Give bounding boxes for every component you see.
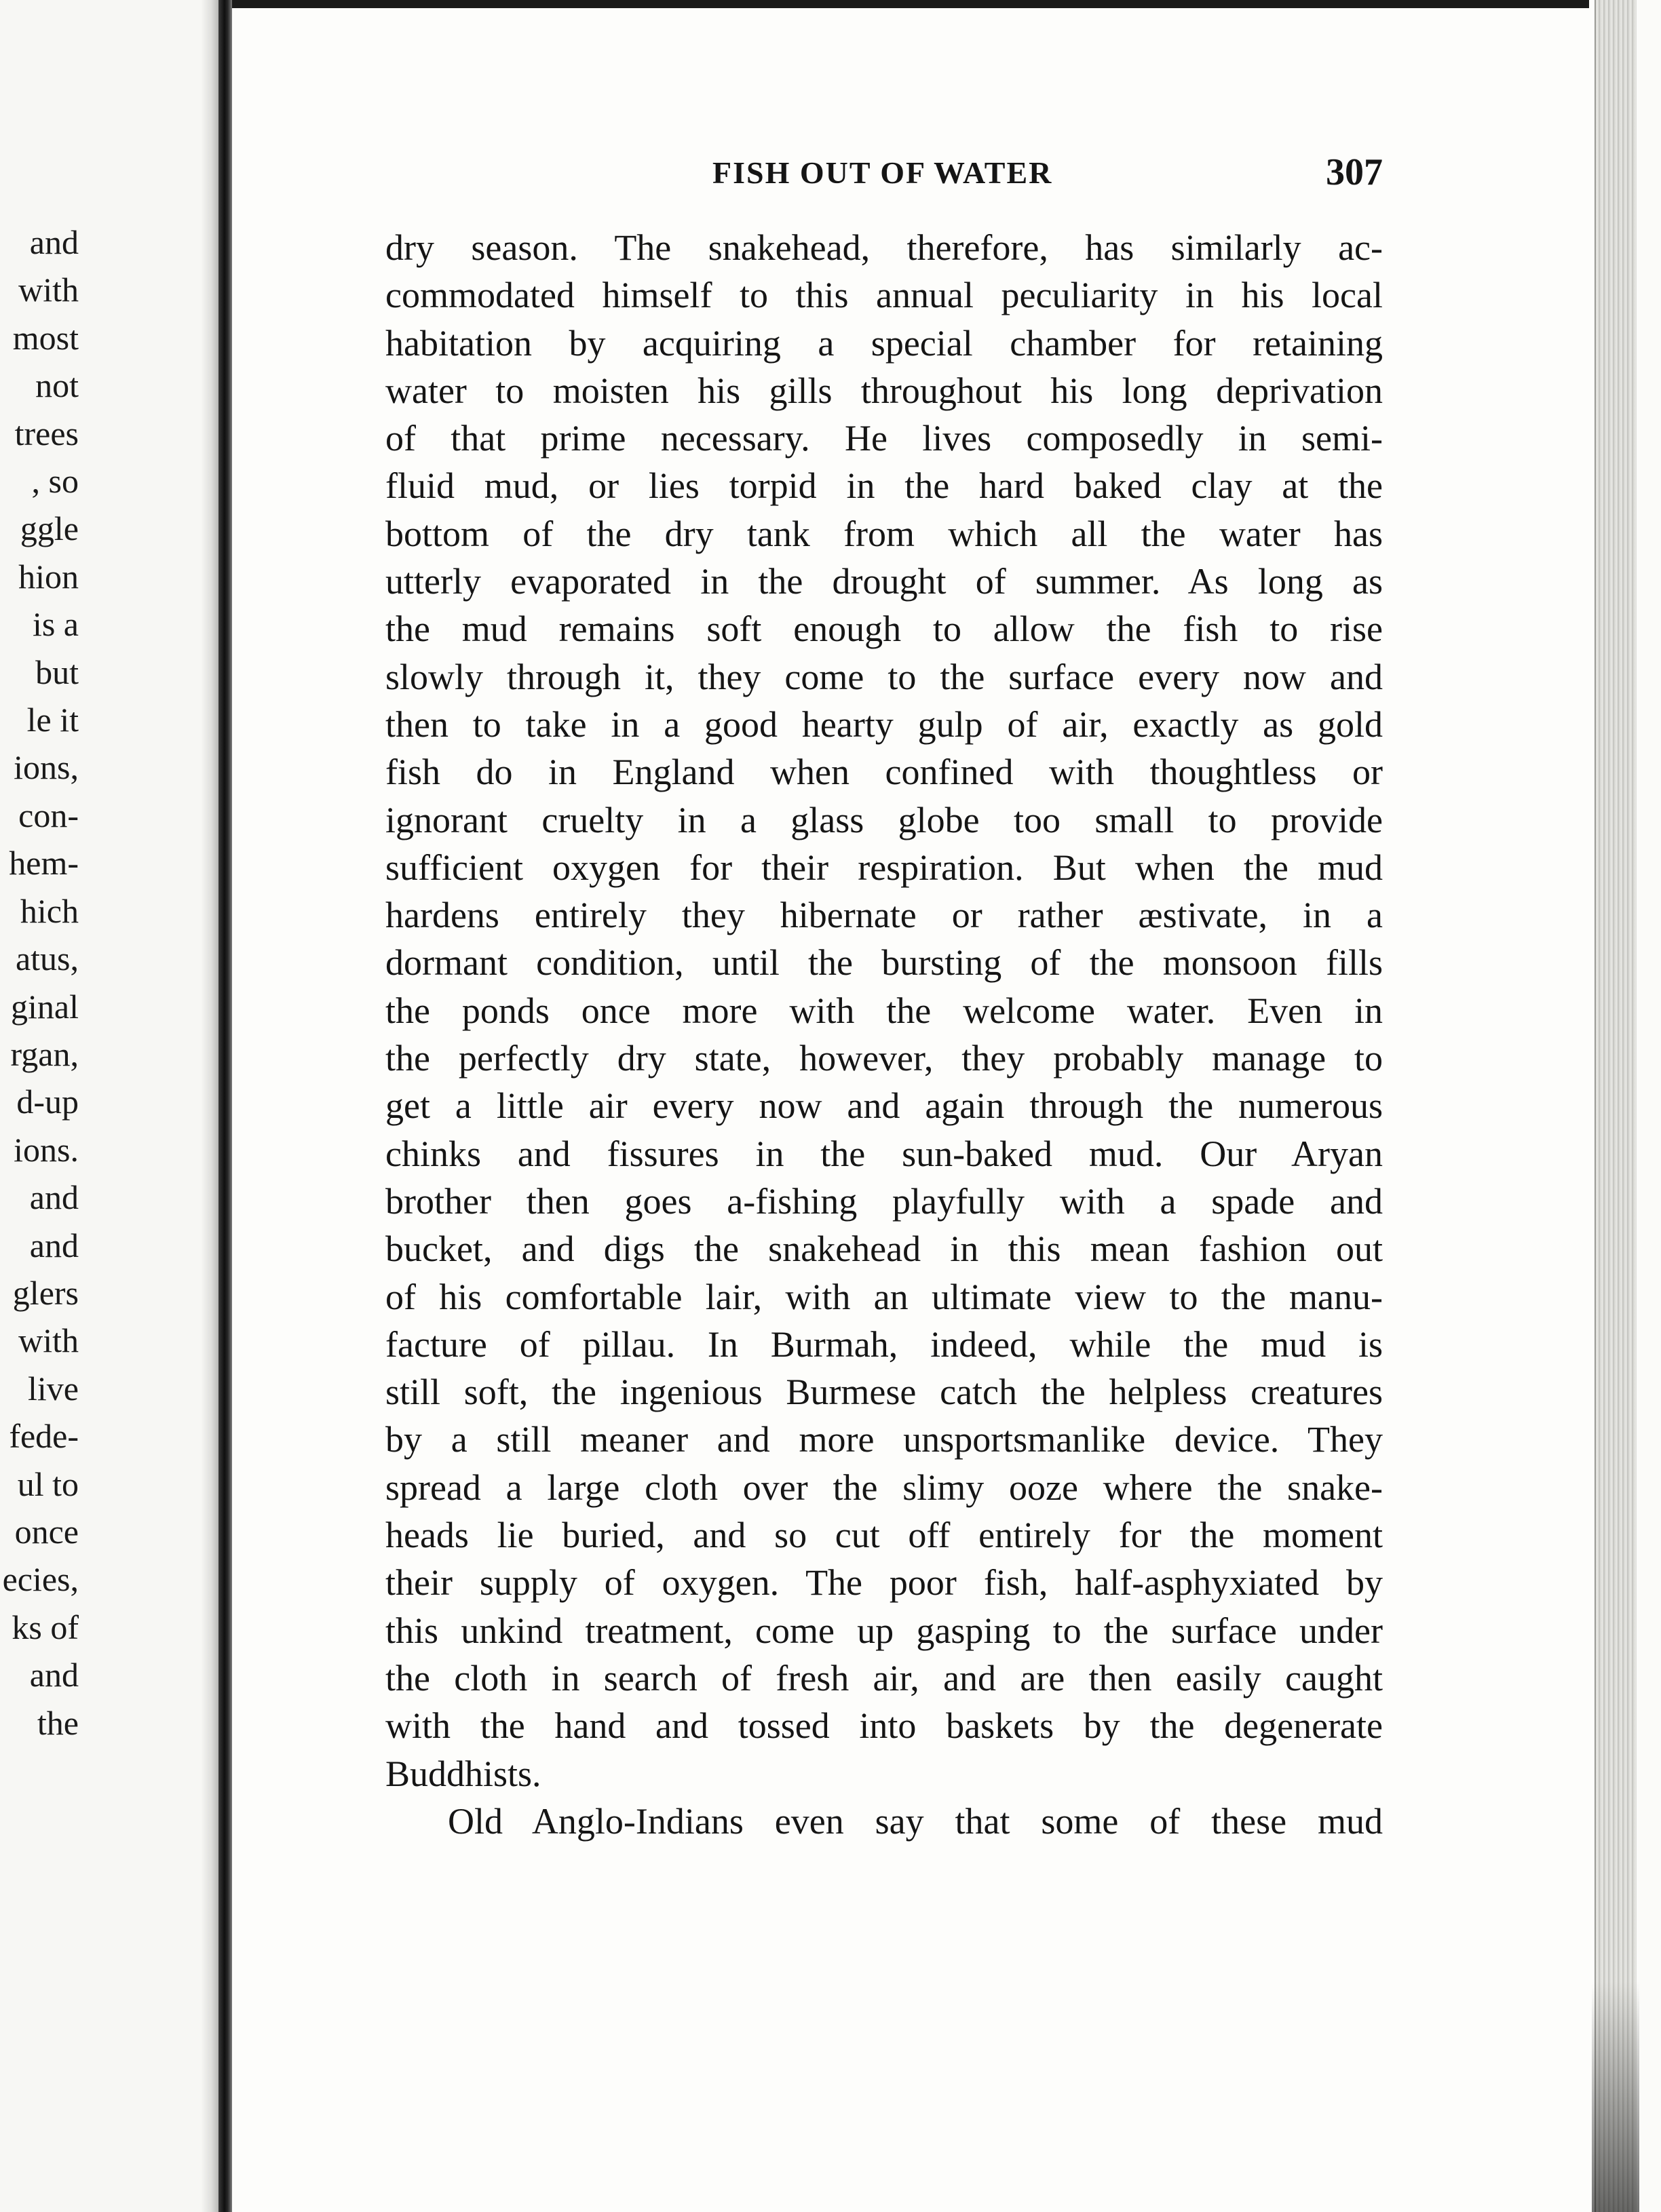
left-fragment-line: most — [12, 318, 79, 357]
left-fragment-line: atus, — [15, 939, 79, 978]
left-fragment-line: fede- — [9, 1417, 79, 1456]
left-fragment-line: but — [35, 653, 79, 691]
left-fragment-line: and — [29, 1656, 79, 1694]
text-line: get a little air every now and again through the numerous — [385, 1085, 1383, 1127]
left-fragment-line: ginal — [11, 987, 79, 1026]
text-line: sufficient oxygen for their respiration. But when the mud — [385, 847, 1383, 888]
text-line: this unkind treatment, come up gasping to the surface under — [385, 1610, 1383, 1651]
page-number: 307 — [1326, 151, 1383, 193]
running-head: FISH OUT OF WATER — [712, 155, 1053, 190]
text-line: with the hand and tossed into baskets by the degenerate — [385, 1705, 1383, 1747]
left-fragment-line: is a — [32, 605, 79, 644]
text-line: bottom of the dry tank from which all the water has — [385, 513, 1383, 554]
text-line: still soft, the ingenious Burmese catch the helpless creatures — [385, 1372, 1383, 1413]
text-line-paragraph-start: Old Anglo-Indians even say that some of these mud — [448, 1800, 1383, 1842]
text-line: by a still meaner and more unsportsmanlike device. They — [385, 1419, 1383, 1460]
text-line: fish do in England when confined with thoughtless or — [385, 752, 1383, 793]
left-fragment-line: hion — [18, 557, 79, 596]
body-text — [385, 224, 1383, 1845]
left-fragment-line: and — [29, 223, 79, 261]
text-line: brother then goes a-fishing playfully with a spade and — [385, 1180, 1383, 1222]
left-fragment-line: glers — [12, 1273, 79, 1312]
left-fragment-line: ul to — [17, 1464, 79, 1503]
text-line: heads lie buried, and so cut off entirely for the moment — [385, 1515, 1383, 1556]
text-line: spread a large cloth over the slimy ooze where the snake- — [385, 1467, 1383, 1508]
text-line: habitation by acquiring a special chamber for retaining — [385, 322, 1383, 364]
left-fragment-line: ions, — [14, 748, 79, 787]
text-line: the perfectly dry state, however, they probably manage to — [385, 1038, 1383, 1079]
left-fragment-line: and — [29, 1226, 79, 1264]
text-line: fluid mud, or lies torpid in the hard baked clay at the — [385, 465, 1383, 507]
text-line: commodated himself to this annual peculiarity in his local — [385, 275, 1383, 316]
left-fragment-line: rgan, — [10, 1034, 79, 1073]
text-line: their supply of oxygen. The poor fish, half-asphyxiated by — [385, 1562, 1383, 1604]
text-line: slowly through it, they come to the surface every now and — [385, 656, 1383, 697]
text-line: dormant condition, until the bursting of the monsoon fills — [385, 942, 1383, 984]
left-fragment-line: live — [28, 1369, 79, 1408]
text-line: facture of pillau. In Burmah, indeed, while the mud is — [385, 1323, 1383, 1365]
text-line-paragraph-end: Buddhists. — [385, 1753, 541, 1794]
gutter-shadow — [201, 0, 218, 2212]
left-page-text-fragments — [3, 218, 79, 1747]
left-fragment-line: hich — [20, 891, 79, 930]
left-fragment-line: once — [14, 1512, 79, 1551]
left-fragment-line: le it — [26, 701, 79, 739]
left-fragment-line: ks of — [12, 1608, 79, 1646]
page-edges — [1595, 0, 1637, 2212]
text-line: of his comfortable lair, with an ultimate view to the manu- — [385, 1276, 1383, 1317]
left-fragment-line: ggle — [20, 509, 79, 548]
text-line: hardens entirely they hibernate or rather æstivate, in a — [385, 895, 1383, 936]
text-line: the ponds once more with the welcome water. Even in — [385, 990, 1383, 1031]
page-edge-shade — [1592, 1981, 1639, 2212]
text-line: utterly evaporated in the drought of summer. As long as — [385, 561, 1383, 602]
left-fragment-line: trees — [14, 414, 79, 452]
left-fragment-line: and — [29, 1178, 79, 1217]
left-fragment-line: not — [35, 366, 79, 405]
text-line: the mud remains soft enough to allow the fish to rise — [385, 608, 1383, 650]
text-line: then to take in a good hearty gulp of air, exactly as gold — [385, 703, 1383, 745]
left-facing-page — [0, 0, 218, 2212]
left-fragment-line: d-up — [16, 1083, 79, 1121]
left-fragment-line: , so — [31, 462, 79, 501]
text-line: water to moisten his gills throughout his long deprivation — [385, 370, 1383, 411]
text-line: bucket, and digs the snakehead in this mean fashion out — [385, 1228, 1383, 1270]
text-line: ignorant cruelty in a glass globe too small to provide — [385, 799, 1383, 840]
text-line: of that prime necessary. He lives composedly in semi- — [385, 418, 1383, 459]
top-edge-shadow — [232, 0, 1589, 8]
left-fragment-line: ions. — [14, 1130, 79, 1169]
left-fragment-line: hem- — [9, 844, 79, 882]
left-fragment-line: the — [37, 1703, 79, 1742]
text-line: dry season. The snakehead, therefore, has similarly ac- — [385, 227, 1383, 268]
text-line: the cloth in search of fresh air, and are then easily caught — [385, 1657, 1383, 1699]
left-fragment-line: with — [18, 271, 79, 309]
book-binding — [218, 0, 232, 2212]
text-line: chinks and fissures in the sun-baked mud. Our Aryan — [385, 1133, 1383, 1174]
left-fragment-line: ecies, — [2, 1560, 79, 1599]
left-fragment-line: with — [18, 1321, 79, 1360]
left-fragment-line: con- — [18, 796, 79, 834]
